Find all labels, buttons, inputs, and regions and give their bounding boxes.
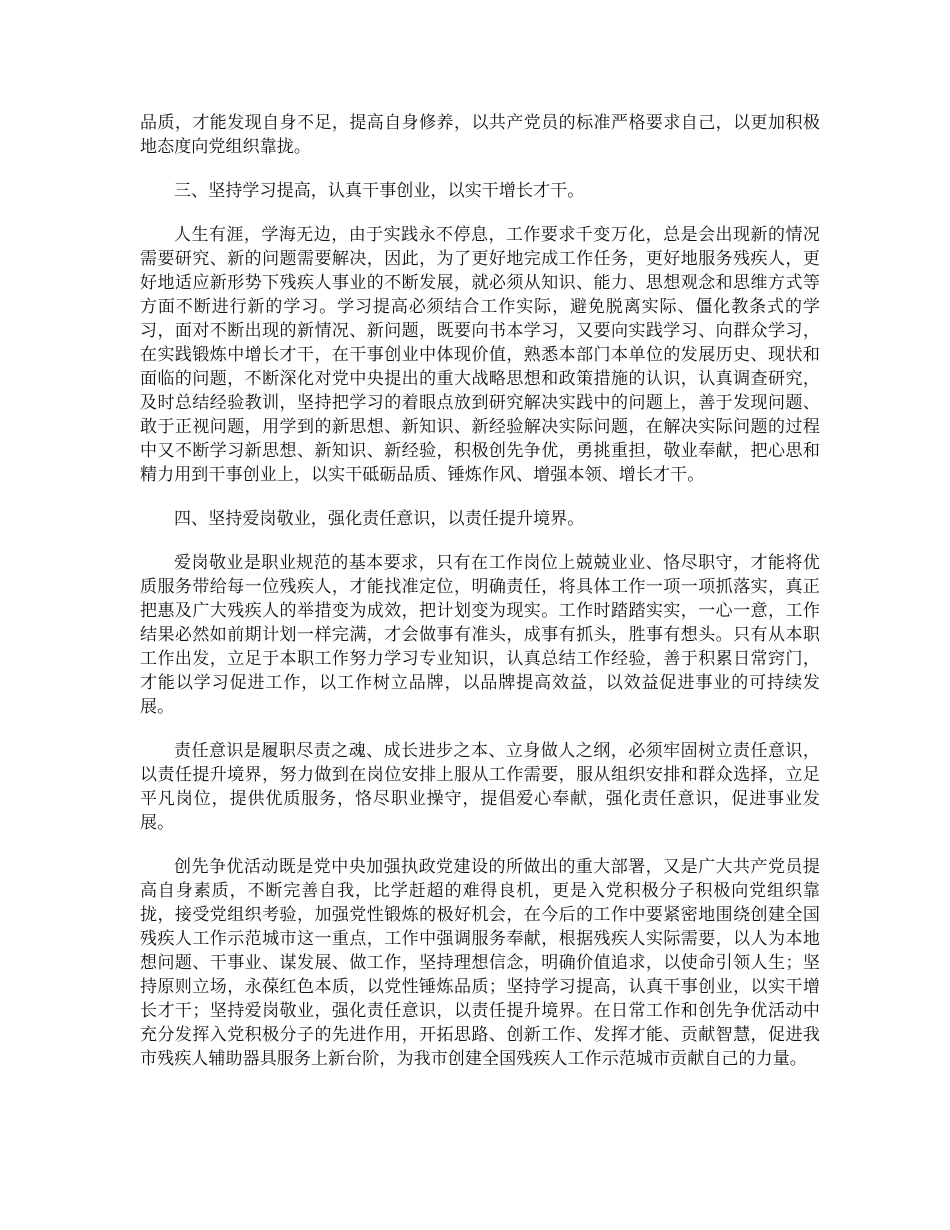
document-page [140, 111, 820, 1091]
section-heading-three: 三、坚持学习提高，认真干事创业，以实干增长才干。 [174, 181, 585, 201]
paragraph-continuation: 品质，才能发现自身不足，提高自身修养，以共产党员的标准严格要求自己，以更加积极地态度向党组织靠拢。 [140, 113, 820, 157]
paragraph-responsibility: 责任意识是履职尽责之魂、成长进步之本、立身做人之纲，必须牢固树立责任意识，以责任提升境界，努力做到在岗位安排上服从工作需要，服从组织安排和群众选择，立足平凡岗位，提供优质服务，恪尽职业操守，提倡爱心奉献，强化责任意识，促进事业发展。 [140, 741, 820, 833]
paragraph-learning: 人生有涯，学海无边，由于实践永不停息，工作要求千变万化，总是会出现新的情况需要研究、新的问题需要解决，因此，为了更好地完成工作任务，更好地服务残疾人，更好地适应新形势下残疾人事业的不断发展，就必须从知识、能力、思想观念和思维方式等方面不断进行新的学习。学习提高必须结合工作实际，避免脱离实际、僵化教条式的学习，面对不断出现的新情况、新问题，既要向书本学习，又要向实践学习、向群众学习，在实践锻炼中增长才干，在干事创业中体现价值，熟悉本部门本单位的发展历史、现状和面临的问题，不断深化对党中央提出的重大战略思想和政策措施的认识，认真调查研究，及时总结经验教训，坚持把学习的着眼点放到研究解决实践中的问题上，善于发现问题、敢于正视问题，用学到的新思想、新知识、新经验解决实际问题，在解决实际问题的过程中又不断学习新思想、新知识、新经验，积极创先争优，勇挑重担，敬业奉献，把心思和精力用到干事创业上，以实干砥砺品质、锤炼作风、增强本领、增长才干。 [140, 225, 820, 485]
paragraph-dedication: 爱岗敬业是职业规范的基本要求，只有在工作岗位上兢兢业业、恪尽职守，才能将优质服务带给每一位残疾人，才能找准定位，明确责任，将具体工作一项一项抓落实，真正把惠及广大残疾人的举措变为成效，把计划变为现实。工作时踏踏实实，一心一意，工作结果必然如前期计划一样完满，才会做事有准头，成事有抓头，胜事有想头。只有从本职工作出发，立足于本职工作努力学习专业知识，认真总结工作经验，善于积累日常窍门，才能以学习促进工作，以工作树立品牌，以品牌提高效益，以效益促进事业的可持续发展。 [140, 553, 820, 717]
section-heading-four: 四、坚持爱岗敬业，强化责任意识，以责任提升境界。 [174, 509, 585, 529]
paragraph-conclusion: 创先争优活动既是党中央加强执政党建设的所做出的重大部署，又是广大共产党员提高自身素质，不断完善自我，比学赶超的难得良机，更是入党积极分子积极向党组织靠拢，接受党组织考验，加强党性锻炼的极好机会，在今后的工作中要紧密地围绕创建全国残疾人工作示范城市这一重点，工作中强调服务奉献，根据残疾人实际需要，以人为本地想问题、干事业、谋发展、做工作，坚持理想信念，明确价值追求，以使命引领人生；坚持原则立场，永葆红色本质，以党性锤炼品质；坚持学习提高，认真干事创业，以实干增长才干；坚持爱岗敬业，强化责任意识，以责任提升境界。在日常工作和创先争优活动中充分发挥入党积极分子的先进作用，开拓思路、创新工作、发挥才能、贡献智慧，促进我市残疾人辅助器具服务上新台阶，为我市创建全国残疾人工作示范城市贡献自己的力量。 [140, 857, 820, 1069]
